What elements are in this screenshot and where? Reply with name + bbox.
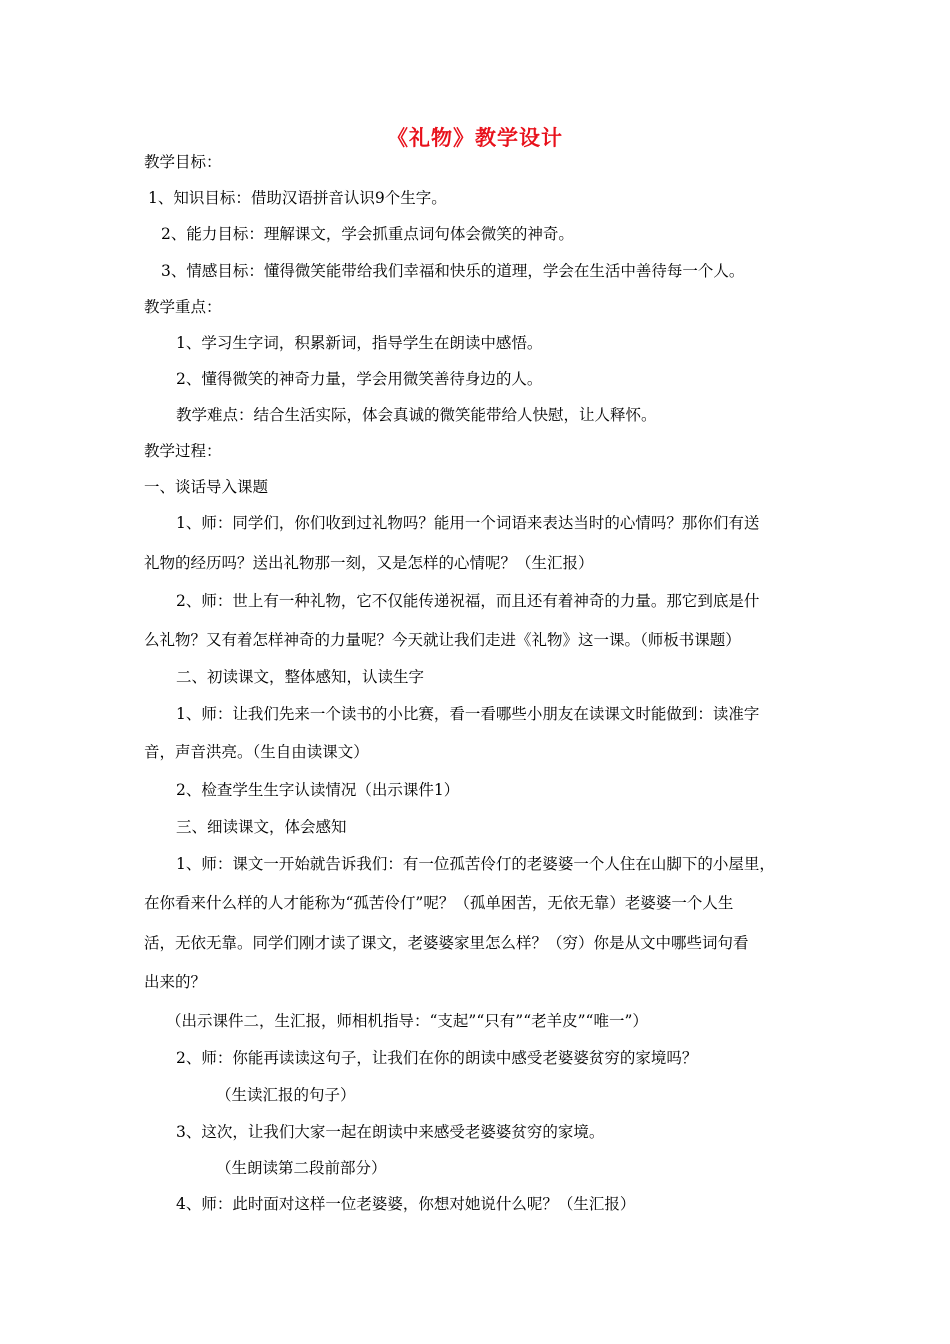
paragraph-line: （生朗读第二段前部分） — [216, 1159, 387, 1177]
paragraph-line: 4、师：此时面对这样一位老婆婆，你想对她说什么呢？（生汇报） — [176, 1195, 636, 1213]
paragraph-line: 出来的？ — [144, 973, 207, 991]
paragraph-line: （出示课件二，生汇报，师相机指导：“支起”“只有”“老羊皮”“唯一”） — [166, 1012, 648, 1030]
paragraph-line: 礼物的经历吗？送出礼物那一刻，又是怎样的心情呢？（生汇报） — [144, 554, 594, 572]
section-heading: 一、谈话导入课题 — [144, 478, 269, 496]
paragraph-line: 1、师：让我们先来一个读书的小比赛，看一看哪些小朋友在读课文时能做到：读准字 — [176, 705, 760, 723]
paragraph-line: 2、师：世上有一种礼物，它不仅能传递祝福，而且还有着神奇的力量。那它到底是什 — [176, 592, 760, 610]
paragraph-line: 1、师：同学们，你们收到过礼物吗？能用一个词语来表达当时的心情吗？那你们有送 — [176, 514, 760, 532]
paragraph-line: 1、知识目标：借助汉语拼音认识9个生字。 — [148, 189, 447, 207]
paragraph-line: 教学难点：结合生活实际，体会真诚的微笑能带给人快慰，让人释怀。 — [176, 406, 657, 424]
paragraph-line: 3、情感目标：懂得微笑能带给我们幸福和快乐的道理，学会在生活中善待每一个人。 — [161, 262, 745, 280]
section-heading: 三、细读课文，体会感知 — [176, 818, 347, 836]
paragraph-line: 2、懂得微笑的神奇力量，学会用微笑善待身边的人。 — [176, 370, 543, 388]
heading-teaching-goals: 教学目标： — [144, 153, 222, 171]
section-heading: 二、初读课文，整体感知，认读生字 — [176, 668, 425, 686]
paragraph-line: 在你看来什么样的人才能称为“孤苦伶仃”呢？（孤单困苦，无依无靠）老婆婆一个人生 — [144, 894, 734, 912]
paragraph-line: 2、师：你能再读读这句子，让我们在你的朗读中感受老婆婆贫穷的家境吗？ — [176, 1049, 698, 1067]
document-title: 《礼物》教学设计 — [387, 125, 563, 150]
paragraph-line: 1、学习生字词，积累新词，指导学生在朗读中感悟。 — [176, 334, 543, 352]
paragraph-line: （生读汇报的句子） — [216, 1086, 356, 1104]
paragraph-line: 活，无依无靠。同学们刚才读了课文，老婆婆家里怎么样？（穷）你是从文中哪些词句看 — [144, 934, 749, 952]
paragraph-line: 音，声音洪亮。（生自由读课文） — [144, 743, 369, 761]
paragraph-line: 么礼物？又有着怎样神奇的力量呢？今天就让我们走进《礼物》这一课。（师板书课题） — [144, 631, 741, 649]
paragraph-line: 2、检查学生生字认读情况（出示课件1） — [176, 781, 460, 799]
heading-teaching-process: 教学过程： — [144, 442, 222, 460]
paragraph-line: 3、这次，让我们大家一起在朗读中来感受老婆婆贫穷的家境。 — [176, 1123, 605, 1141]
paragraph-line: 2、能力目标：理解课文，学会抓重点词句体会微笑的神奇。 — [161, 225, 574, 243]
paragraph-line: 1、师：课文一开始就告诉我们：有一位孤苦伶仃的老婆婆一个人住在山脚下的小屋里， — [176, 855, 775, 873]
heading-key-points: 教学重点： — [144, 298, 222, 316]
